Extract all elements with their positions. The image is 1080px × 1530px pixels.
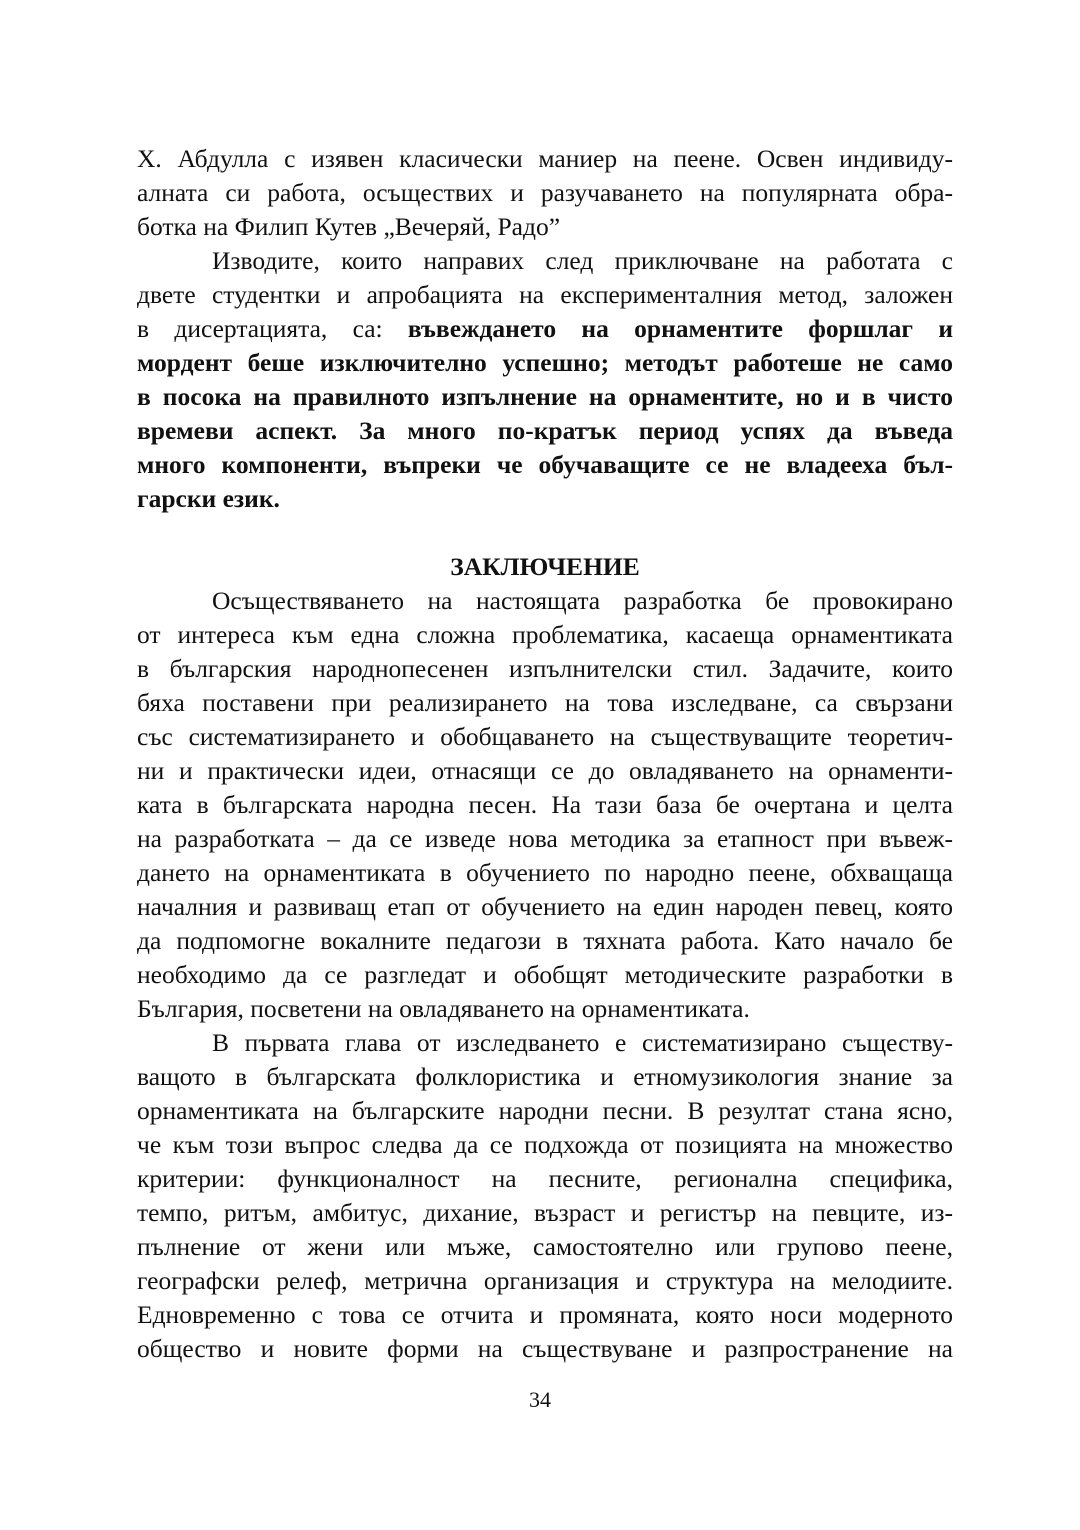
text-line: Х. Абдулла с изявен класически маниер на пеене. Освен индивиду- [137, 144, 953, 173]
text-line-mixed [137, 312, 953, 346]
text-line: ващото в българската фолклористика и етномузикология знание за [137, 1062, 953, 1091]
text-line: от интереса към една сложна проблематика, касаеща орнаментиката [137, 620, 953, 649]
text-line: Изводите, които направих след приключване на работата с [212, 246, 953, 275]
bold-text-line: гарски език. [137, 484, 280, 513]
text-line: орнаментиката на българските народни песни. В резултат стана ясно, [137, 1096, 953, 1125]
bold-text-line: много компоненти, въпреки че обучаващите се не владееха бъл- [137, 450, 953, 479]
paragraph-1 [137, 142, 953, 244]
bold-text-line: мордент беше изключително успешно; методът работеше не само [137, 348, 953, 377]
text-line: да подпомогне вокалните педагози в тяхната работа. Като начало бе [137, 926, 953, 955]
text-line: алната си работа, осъществих и разучаването на популярната обра- [137, 178, 953, 207]
paragraph-4 [137, 1026, 953, 1366]
text-line: ботка на Филип Кутев „Вечеряй, Радо” [137, 212, 561, 241]
bold-text-line: в посока на правилното изпълнение на орнаментите, но и в чисто [137, 382, 953, 411]
paragraph-3 [137, 584, 953, 1026]
bold-text-line: времеви аспект. За много по-кратък период успях да въведа [137, 416, 953, 445]
text-line: в българския народнопесенен изпълнителски стил. Задачите, които [137, 654, 953, 683]
text-line: темпо, ритъм, амбитус, дихание, възраст и регистър на певците, из- [137, 1198, 953, 1227]
text-segment: в дисертацията, са: [137, 314, 408, 343]
text-line: В първата глава от изследването е систематизирано съществу- [212, 1028, 953, 1057]
text-line: критерии: функционалност на песните, регионална специфика, [137, 1164, 953, 1193]
text-line: ни и практически идеи, отнасящи се до овладяването на орнаменти- [137, 756, 953, 785]
text-line: със систематизирането и обобщаването на съществуващите теоретич- [137, 722, 953, 751]
text-line: ката в българската народна песен. На тази база бе очертана и целта [137, 790, 953, 819]
text-line: пълнение от жени или мъже, самостоятелно или групово пеене, [137, 1232, 953, 1261]
text-line: Едновременно с това се отчита и промяната, която носи модерното [137, 1300, 953, 1329]
text-line: Осъществяването на настоящата разработка бе провокирано [212, 586, 953, 615]
text-line: необходимо да се разгледат и обобщят методическите разработки в [137, 960, 953, 989]
text-line: бяха поставени при реализирането на това изследване, са свързани [137, 688, 953, 717]
text-line: България, посветени на овладяването на орнаментиката. [137, 994, 750, 1023]
text-line: на разработката – да се изведе нова методика за етапност при въвеж- [137, 824, 953, 853]
body-text [137, 142, 953, 1366]
text-line: двете студентки и апробацията на експерименталния метод, заложен [137, 280, 953, 309]
text-line: общество и новите форми на съществуване и разпространение на [137, 1334, 953, 1363]
text-line: дането на орнаментиката в обучението по народно пеене, обхващаща [137, 858, 953, 887]
text-line: началния и развиващ етап от обучението на един народен певец, която [137, 892, 953, 921]
text-line: че към този въпрос следва да се подхожда от позицията на множество [137, 1130, 953, 1159]
bold-segment: въвеждането на орнаментите форшлаг и [407, 314, 954, 343]
paragraph-2 [137, 244, 953, 516]
section-heading: ЗАКЛЮЧЕНИЕ [450, 552, 640, 581]
text-line: географски релеф, метрична организация и структура на мелодиите. [137, 1266, 953, 1295]
page-number: 34 [529, 1387, 551, 1412]
